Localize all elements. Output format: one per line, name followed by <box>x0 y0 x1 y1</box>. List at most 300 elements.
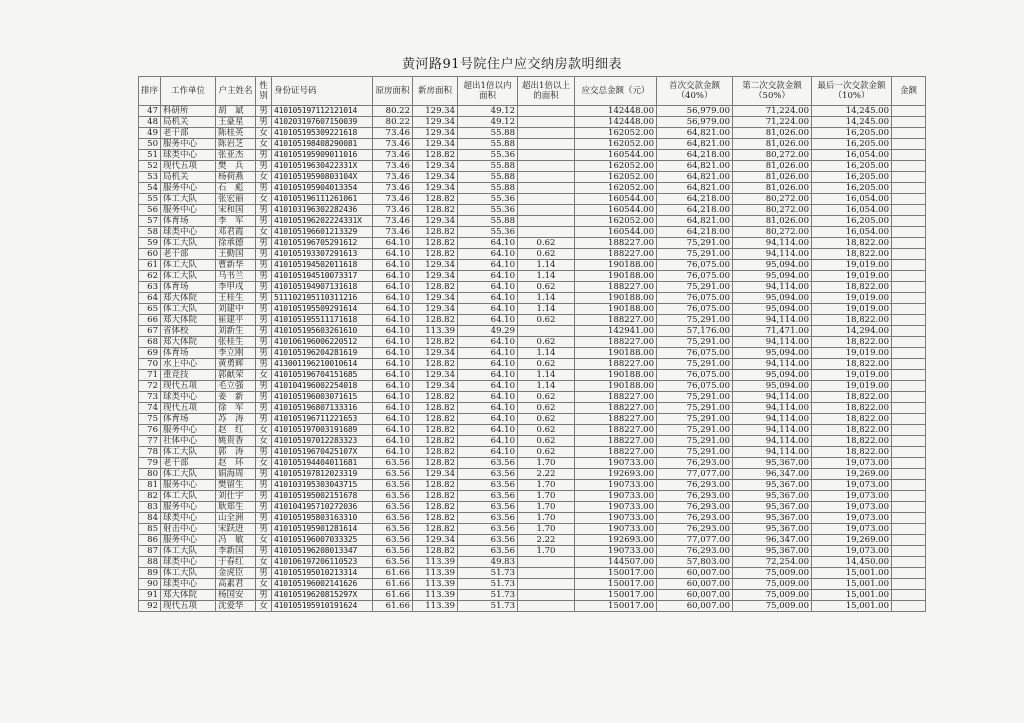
excess-within-1x-cell: 64.10 <box>458 425 518 436</box>
table-row <box>139 282 926 293</box>
work-unit-cell: 体工大队 <box>161 304 216 315</box>
work-unit-cell: 老干部 <box>161 249 216 260</box>
amount-cell <box>892 579 926 590</box>
owner-name-cell: 樊留生 <box>216 480 256 491</box>
original-area-cell: 64.10 <box>373 282 413 293</box>
owner-name-cell: 宋和国 <box>216 205 256 216</box>
gender-cell: 男 <box>256 513 272 524</box>
excess-within-1x-cell: 51.73 <box>458 590 518 601</box>
new-area-cell: 128.82 <box>413 150 458 161</box>
work-unit-cell: 体工大队 <box>161 568 216 579</box>
gender-cell: 女 <box>256 172 272 183</box>
table-row <box>139 304 926 315</box>
final-payment-cell: 18,822.00 <box>812 436 892 447</box>
total-amount-cell: 142448.00 <box>575 117 657 128</box>
first-payment-cell: 76,075.00 <box>657 293 733 304</box>
gender-cell: 男 <box>256 469 272 480</box>
table-header-row <box>139 77 926 106</box>
id-number-cell: 410105194907131618 <box>272 282 373 293</box>
work-unit-cell: 体育场 <box>161 216 216 227</box>
excess-above-1x-cell: 1.14 <box>518 304 575 315</box>
total-amount-cell: 162052.00 <box>575 216 657 227</box>
excess-above-1x-cell: 1.14 <box>518 271 575 282</box>
work-unit-cell: 体工大队 <box>161 238 216 249</box>
amount-cell <box>892 458 926 469</box>
table-row <box>139 260 926 271</box>
row-index-cell: 89 <box>139 568 161 579</box>
amount-cell <box>892 502 926 513</box>
final-payment-cell: 14,294.00 <box>812 326 892 337</box>
first-payment-cell: 77,077.00 <box>657 535 733 546</box>
original-area-cell: 73.46 <box>373 183 413 194</box>
work-unit-cell: 体工大队 <box>161 194 216 205</box>
original-area-cell: 64.10 <box>373 304 413 315</box>
final-payment-cell: 16,205.00 <box>812 128 892 139</box>
owner-name-cell: 赵 环 <box>216 458 256 469</box>
id-number-cell: 41010519670425107X <box>272 447 373 458</box>
gender-cell: 女 <box>256 139 272 150</box>
row-index-cell: 66 <box>139 315 161 326</box>
amount-cell <box>892 183 926 194</box>
excess-above-1x-cell: 0.62 <box>518 315 575 326</box>
first-payment-cell: 76,075.00 <box>657 348 733 359</box>
excess-within-1x-cell: 55.88 <box>458 183 518 194</box>
amount-cell <box>892 216 926 227</box>
new-area-cell: 113.39 <box>413 579 458 590</box>
total-amount-cell: 190733.00 <box>575 546 657 557</box>
original-area-cell: 61.66 <box>373 601 413 612</box>
excess-above-1x-cell: 0.62 <box>518 249 575 260</box>
table-row <box>139 601 926 612</box>
excess-within-1x-cell: 64.10 <box>458 282 518 293</box>
excess-above-1x-cell: 1.14 <box>518 348 575 359</box>
first-payment-cell: 76,075.00 <box>657 381 733 392</box>
gender-cell: 男 <box>256 414 272 425</box>
original-area-cell: 63.56 <box>373 557 413 568</box>
work-unit-cell: 郑大体院 <box>161 293 216 304</box>
final-payment-cell: 18,822.00 <box>812 337 892 348</box>
amount-cell <box>892 381 926 392</box>
total-amount-cell: 150017.00 <box>575 601 657 612</box>
owner-name-cell: 刘建中 <box>216 304 256 315</box>
excess-above-1x-cell <box>518 579 575 590</box>
final-payment-cell: 16,205.00 <box>812 216 892 227</box>
owner-name-cell: 陈桂英 <box>216 128 256 139</box>
id-number-cell: 410105196711221653 <box>272 414 373 425</box>
second-payment-cell: 95,367.00 <box>733 546 812 557</box>
final-payment-cell: 18,822.00 <box>812 392 892 403</box>
gender-cell: 女 <box>256 601 272 612</box>
gender-cell: 男 <box>256 161 272 172</box>
row-index-cell: 68 <box>139 337 161 348</box>
row-index-cell: 50 <box>139 139 161 150</box>
owner-name-cell: 刘仕宇 <box>216 491 256 502</box>
excess-above-1x-cell: 1.70 <box>518 491 575 502</box>
excess-within-1x-cell: 63.56 <box>458 480 518 491</box>
excess-above-1x-cell <box>518 161 575 172</box>
amount-cell <box>892 227 926 238</box>
excess-within-1x-cell: 64.10 <box>458 337 518 348</box>
excess-above-1x-cell: 1.70 <box>518 458 575 469</box>
final-payment-cell: 15,001.00 <box>812 601 892 612</box>
amount-cell <box>892 436 926 447</box>
excess-within-1x-cell: 49.12 <box>458 117 518 128</box>
amount-cell <box>892 117 926 128</box>
work-unit-cell: 服务中心 <box>161 183 216 194</box>
gender-cell: 男 <box>256 480 272 491</box>
final-payment-cell: 16,205.00 <box>812 172 892 183</box>
new-area-cell: 113.39 <box>413 568 458 579</box>
amount-cell <box>892 546 926 557</box>
second-payment-cell: 96,347.00 <box>733 469 812 480</box>
row-index-cell: 62 <box>139 271 161 282</box>
amount-cell <box>892 238 926 249</box>
owner-name-cell: 曹新华 <box>216 260 256 271</box>
new-area-cell: 129.34 <box>413 535 458 546</box>
owner-name-cell: 徐承德 <box>216 238 256 249</box>
excess-above-1x-cell: 1.14 <box>518 293 575 304</box>
new-area-cell: 129.34 <box>413 139 458 150</box>
row-index-cell: 83 <box>139 502 161 513</box>
table-row <box>139 513 926 524</box>
total-amount-cell: 188227.00 <box>575 436 657 447</box>
new-area-cell: 128.82 <box>413 238 458 249</box>
id-number-cell: 410105195010213314 <box>272 568 373 579</box>
original-area-cell: 64.10 <box>373 260 413 271</box>
amount-cell <box>892 524 926 535</box>
owner-name-cell: 郭献荣 <box>216 370 256 381</box>
first-payment-cell: 76,075.00 <box>657 304 733 315</box>
final-payment-cell: 18,822.00 <box>812 359 892 370</box>
original-area-cell: 64.10 <box>373 348 413 359</box>
first-payment-cell: 64,821.00 <box>657 172 733 183</box>
id-number-cell: 410105195509291614 <box>272 304 373 315</box>
first-payment-cell: 56,979.00 <box>657 106 733 117</box>
final-payment-cell: 19,019.00 <box>812 271 892 282</box>
total-amount-cell: 150017.00 <box>575 568 657 579</box>
table-row <box>139 172 926 183</box>
amount-cell <box>892 249 926 260</box>
gender-cell: 女 <box>256 579 272 590</box>
new-area-cell: 129.34 <box>413 106 458 117</box>
header-cell: 身份证号码 <box>272 77 373 106</box>
total-amount-cell: 162052.00 <box>575 139 657 150</box>
row-index-cell: 55 <box>139 194 161 205</box>
final-payment-cell: 18,822.00 <box>812 238 892 249</box>
original-area-cell: 63.56 <box>373 458 413 469</box>
original-area-cell: 73.46 <box>373 227 413 238</box>
second-payment-cell: 95,094.00 <box>733 348 812 359</box>
gender-cell: 男 <box>256 359 272 370</box>
gender-cell: 女 <box>256 194 272 205</box>
excess-within-1x-cell: 63.56 <box>458 458 518 469</box>
original-area-cell: 64.10 <box>373 381 413 392</box>
excess-above-1x-cell: 2.22 <box>518 469 575 480</box>
total-amount-cell: 190733.00 <box>575 480 657 491</box>
gender-cell: 男 <box>256 502 272 513</box>
original-area-cell: 64.10 <box>373 326 413 337</box>
second-payment-cell: 81,026.00 <box>733 128 812 139</box>
first-payment-cell: 75,291.00 <box>657 403 733 414</box>
new-area-cell: 113.39 <box>413 590 458 601</box>
row-index-cell: 63 <box>139 282 161 293</box>
excess-within-1x-cell: 64.10 <box>458 238 518 249</box>
excess-within-1x-cell: 55.36 <box>458 205 518 216</box>
second-payment-cell: 95,094.00 <box>733 381 812 392</box>
owner-name-cell: 黄勇辉 <box>216 359 256 370</box>
table-row <box>139 106 926 117</box>
new-area-cell: 128.82 <box>413 194 458 205</box>
new-area-cell: 128.82 <box>413 315 458 326</box>
header-cell: 第二次交款金额（50%） <box>733 77 812 106</box>
row-index-cell: 49 <box>139 128 161 139</box>
original-area-cell: 64.10 <box>373 392 413 403</box>
final-payment-cell: 15,001.00 <box>812 579 892 590</box>
amount-cell <box>892 447 926 458</box>
id-number-cell: 410203197607150039 <box>272 117 373 128</box>
first-payment-cell: 75,291.00 <box>657 282 733 293</box>
excess-within-1x-cell: 55.88 <box>458 216 518 227</box>
excess-above-1x-cell <box>518 194 575 205</box>
gender-cell: 男 <box>256 282 272 293</box>
first-payment-cell: 75,291.00 <box>657 414 733 425</box>
total-amount-cell: 188227.00 <box>575 403 657 414</box>
row-index-cell: 74 <box>139 403 161 414</box>
first-payment-cell: 64,218.00 <box>657 205 733 216</box>
final-payment-cell: 14,245.00 <box>812 106 892 117</box>
gender-cell: 男 <box>256 491 272 502</box>
first-payment-cell: 60,007.00 <box>657 590 733 601</box>
excess-above-1x-cell: 1.70 <box>518 546 575 557</box>
excess-above-1x-cell: 1.70 <box>518 480 575 491</box>
original-area-cell: 64.10 <box>373 271 413 282</box>
original-area-cell: 63.56 <box>373 546 413 557</box>
final-payment-cell: 16,054.00 <box>812 150 892 161</box>
table-row <box>139 161 926 172</box>
owner-name-cell: 高素君 <box>216 579 256 590</box>
total-amount-cell: 190733.00 <box>575 491 657 502</box>
first-payment-cell: 76,293.00 <box>657 491 733 502</box>
row-index-cell: 81 <box>139 480 161 491</box>
amount-cell <box>892 370 926 381</box>
excess-within-1x-cell: 63.56 <box>458 546 518 557</box>
excess-above-1x-cell: 1.14 <box>518 381 575 392</box>
work-unit-cell: 老干部 <box>161 128 216 139</box>
second-payment-cell: 94,114.00 <box>733 238 812 249</box>
final-payment-cell: 14,450.00 <box>812 557 892 568</box>
total-amount-cell: 160544.00 <box>575 194 657 205</box>
second-payment-cell: 81,026.00 <box>733 216 812 227</box>
new-area-cell: 128.82 <box>413 513 458 524</box>
original-area-cell: 73.46 <box>373 194 413 205</box>
excess-above-1x-cell: 0.62 <box>518 238 575 249</box>
row-index-cell: 78 <box>139 447 161 458</box>
new-area-cell: 128.82 <box>413 392 458 403</box>
amount-cell <box>892 172 926 183</box>
table-row <box>139 128 926 139</box>
amount-cell <box>892 315 926 326</box>
table-row <box>139 249 926 260</box>
final-payment-cell: 16,205.00 <box>812 161 892 172</box>
owner-name-cell: 金虎臣 <box>216 568 256 579</box>
work-unit-cell: 球类中心 <box>161 227 216 238</box>
second-payment-cell: 80,272.00 <box>733 205 812 216</box>
row-index-cell: 54 <box>139 183 161 194</box>
id-number-cell: 410105194404011681 <box>272 458 373 469</box>
table-row <box>139 205 926 216</box>
table-row <box>139 579 926 590</box>
new-area-cell: 129.34 <box>413 183 458 194</box>
row-index-cell: 92 <box>139 601 161 612</box>
id-number-cell: 410105196007033325 <box>272 535 373 546</box>
original-area-cell: 63.56 <box>373 469 413 480</box>
final-payment-cell: 16,054.00 <box>812 205 892 216</box>
second-payment-cell: 75,009.00 <box>733 601 812 612</box>
excess-within-1x-cell: 55.88 <box>458 172 518 183</box>
table-row <box>139 183 926 194</box>
second-payment-cell: 94,114.00 <box>733 425 812 436</box>
total-amount-cell: 162052.00 <box>575 161 657 172</box>
final-payment-cell: 16,205.00 <box>812 183 892 194</box>
work-unit-cell: 球类中心 <box>161 557 216 568</box>
new-area-cell: 128.82 <box>413 436 458 447</box>
id-number-cell: 410105196002141626 <box>272 579 373 590</box>
work-unit-cell: 体工大队 <box>161 469 216 480</box>
row-index-cell: 84 <box>139 513 161 524</box>
excess-within-1x-cell: 63.56 <box>458 535 518 546</box>
excess-within-1x-cell: 64.10 <box>458 381 518 392</box>
first-payment-cell: 64,821.00 <box>657 161 733 172</box>
final-payment-cell: 19,019.00 <box>812 304 892 315</box>
second-payment-cell: 81,026.00 <box>733 172 812 183</box>
final-payment-cell: 19,019.00 <box>812 260 892 271</box>
table-row <box>139 370 926 381</box>
total-amount-cell: 150017.00 <box>575 579 657 590</box>
original-area-cell: 64.10 <box>373 403 413 414</box>
gender-cell: 男 <box>256 403 272 414</box>
second-payment-cell: 94,114.00 <box>733 359 812 370</box>
header-cell: 原房面积 <box>373 77 413 106</box>
first-payment-cell: 75,291.00 <box>657 315 733 326</box>
amount-cell <box>892 392 926 403</box>
new-area-cell: 128.82 <box>413 337 458 348</box>
work-unit-cell: 球类中心 <box>161 513 216 524</box>
id-number-cell: 511102195110311216 <box>272 293 373 304</box>
new-area-cell: 128.82 <box>413 491 458 502</box>
amount-cell <box>892 271 926 282</box>
excess-within-1x-cell: 63.56 <box>458 502 518 513</box>
work-unit-cell: 服务中心 <box>161 425 216 436</box>
final-payment-cell: 18,822.00 <box>812 403 892 414</box>
header-cell: 户主姓名 <box>216 77 256 106</box>
original-area-cell: 64.10 <box>373 425 413 436</box>
second-payment-cell: 71,224.00 <box>733 106 812 117</box>
header-cell: 应交总金额（元） <box>575 77 657 106</box>
excess-within-1x-cell: 64.10 <box>458 403 518 414</box>
excess-above-1x-cell: 0.62 <box>518 392 575 403</box>
table-row <box>139 238 926 249</box>
gender-cell: 男 <box>256 271 272 282</box>
excess-within-1x-cell: 63.56 <box>458 524 518 535</box>
new-area-cell: 128.82 <box>413 282 458 293</box>
second-payment-cell: 94,114.00 <box>733 337 812 348</box>
total-amount-cell: 190188.00 <box>575 304 657 315</box>
id-number-cell: 410105195901281614 <box>272 524 373 535</box>
original-area-cell: 80.22 <box>373 117 413 128</box>
excess-within-1x-cell: 64.10 <box>458 392 518 403</box>
final-payment-cell: 18,822.00 <box>812 249 892 260</box>
original-area-cell: 73.46 <box>373 139 413 150</box>
row-index-cell: 52 <box>139 161 161 172</box>
work-unit-cell: 服务中心 <box>161 139 216 150</box>
excess-within-1x-cell: 55.36 <box>458 227 518 238</box>
table-row <box>139 150 926 161</box>
excess-above-1x-cell: 1.14 <box>518 370 575 381</box>
original-area-cell: 73.46 <box>373 161 413 172</box>
total-amount-cell: 190188.00 <box>575 381 657 392</box>
id-number-cell: 410105194502011618 <box>272 260 373 271</box>
row-index-cell: 64 <box>139 293 161 304</box>
work-unit-cell: 水上中心 <box>161 359 216 370</box>
excess-within-1x-cell: 64.10 <box>458 293 518 304</box>
row-index-cell: 91 <box>139 590 161 601</box>
row-index-cell: 87 <box>139 546 161 557</box>
excess-above-1x-cell: 0.62 <box>518 403 575 414</box>
owner-name-cell: 王桂生 <box>216 293 256 304</box>
excess-within-1x-cell: 64.10 <box>458 271 518 282</box>
original-area-cell: 64.10 <box>373 370 413 381</box>
new-area-cell: 129.34 <box>413 216 458 227</box>
owner-name-cell: 姚贵香 <box>216 436 256 447</box>
second-payment-cell: 81,026.00 <box>733 161 812 172</box>
final-payment-cell: 19,073.00 <box>812 524 892 535</box>
row-index-cell: 67 <box>139 326 161 337</box>
first-payment-cell: 76,293.00 <box>657 513 733 524</box>
table-row <box>139 535 926 546</box>
original-area-cell: 63.56 <box>373 513 413 524</box>
id-number-cell: 410104195710272036 <box>272 502 373 513</box>
first-payment-cell: 75,291.00 <box>657 238 733 249</box>
id-number-cell: 410105197012283323 <box>272 436 373 447</box>
total-amount-cell: 160544.00 <box>575 150 657 161</box>
original-area-cell: 64.10 <box>373 447 413 458</box>
first-payment-cell: 76,293.00 <box>657 502 733 513</box>
new-area-cell: 113.39 <box>413 557 458 568</box>
final-payment-cell: 15,001.00 <box>812 568 892 579</box>
final-payment-cell: 19,019.00 <box>812 370 892 381</box>
table-row <box>139 425 926 436</box>
owner-name-cell: 崔建平 <box>216 315 256 326</box>
total-amount-cell: 188227.00 <box>575 337 657 348</box>
owner-name-cell: 石 彪 <box>216 183 256 194</box>
second-payment-cell: 94,114.00 <box>733 315 812 326</box>
final-payment-cell: 19,019.00 <box>812 293 892 304</box>
final-payment-cell: 19,073.00 <box>812 502 892 513</box>
gender-cell: 男 <box>256 260 272 271</box>
gender-cell: 男 <box>256 524 272 535</box>
row-index-cell: 82 <box>139 491 161 502</box>
final-payment-cell: 19,269.00 <box>812 535 892 546</box>
row-index-cell: 80 <box>139 469 161 480</box>
owner-name-cell: 邓君霞 <box>216 227 256 238</box>
second-payment-cell: 75,009.00 <box>733 590 812 601</box>
row-index-cell: 53 <box>139 172 161 183</box>
total-amount-cell: 190188.00 <box>575 348 657 359</box>
amount-cell <box>892 326 926 337</box>
work-unit-cell: 球类中心 <box>161 150 216 161</box>
id-number-cell: 410105196705291612 <box>272 238 373 249</box>
original-area-cell: 63.56 <box>373 480 413 491</box>
